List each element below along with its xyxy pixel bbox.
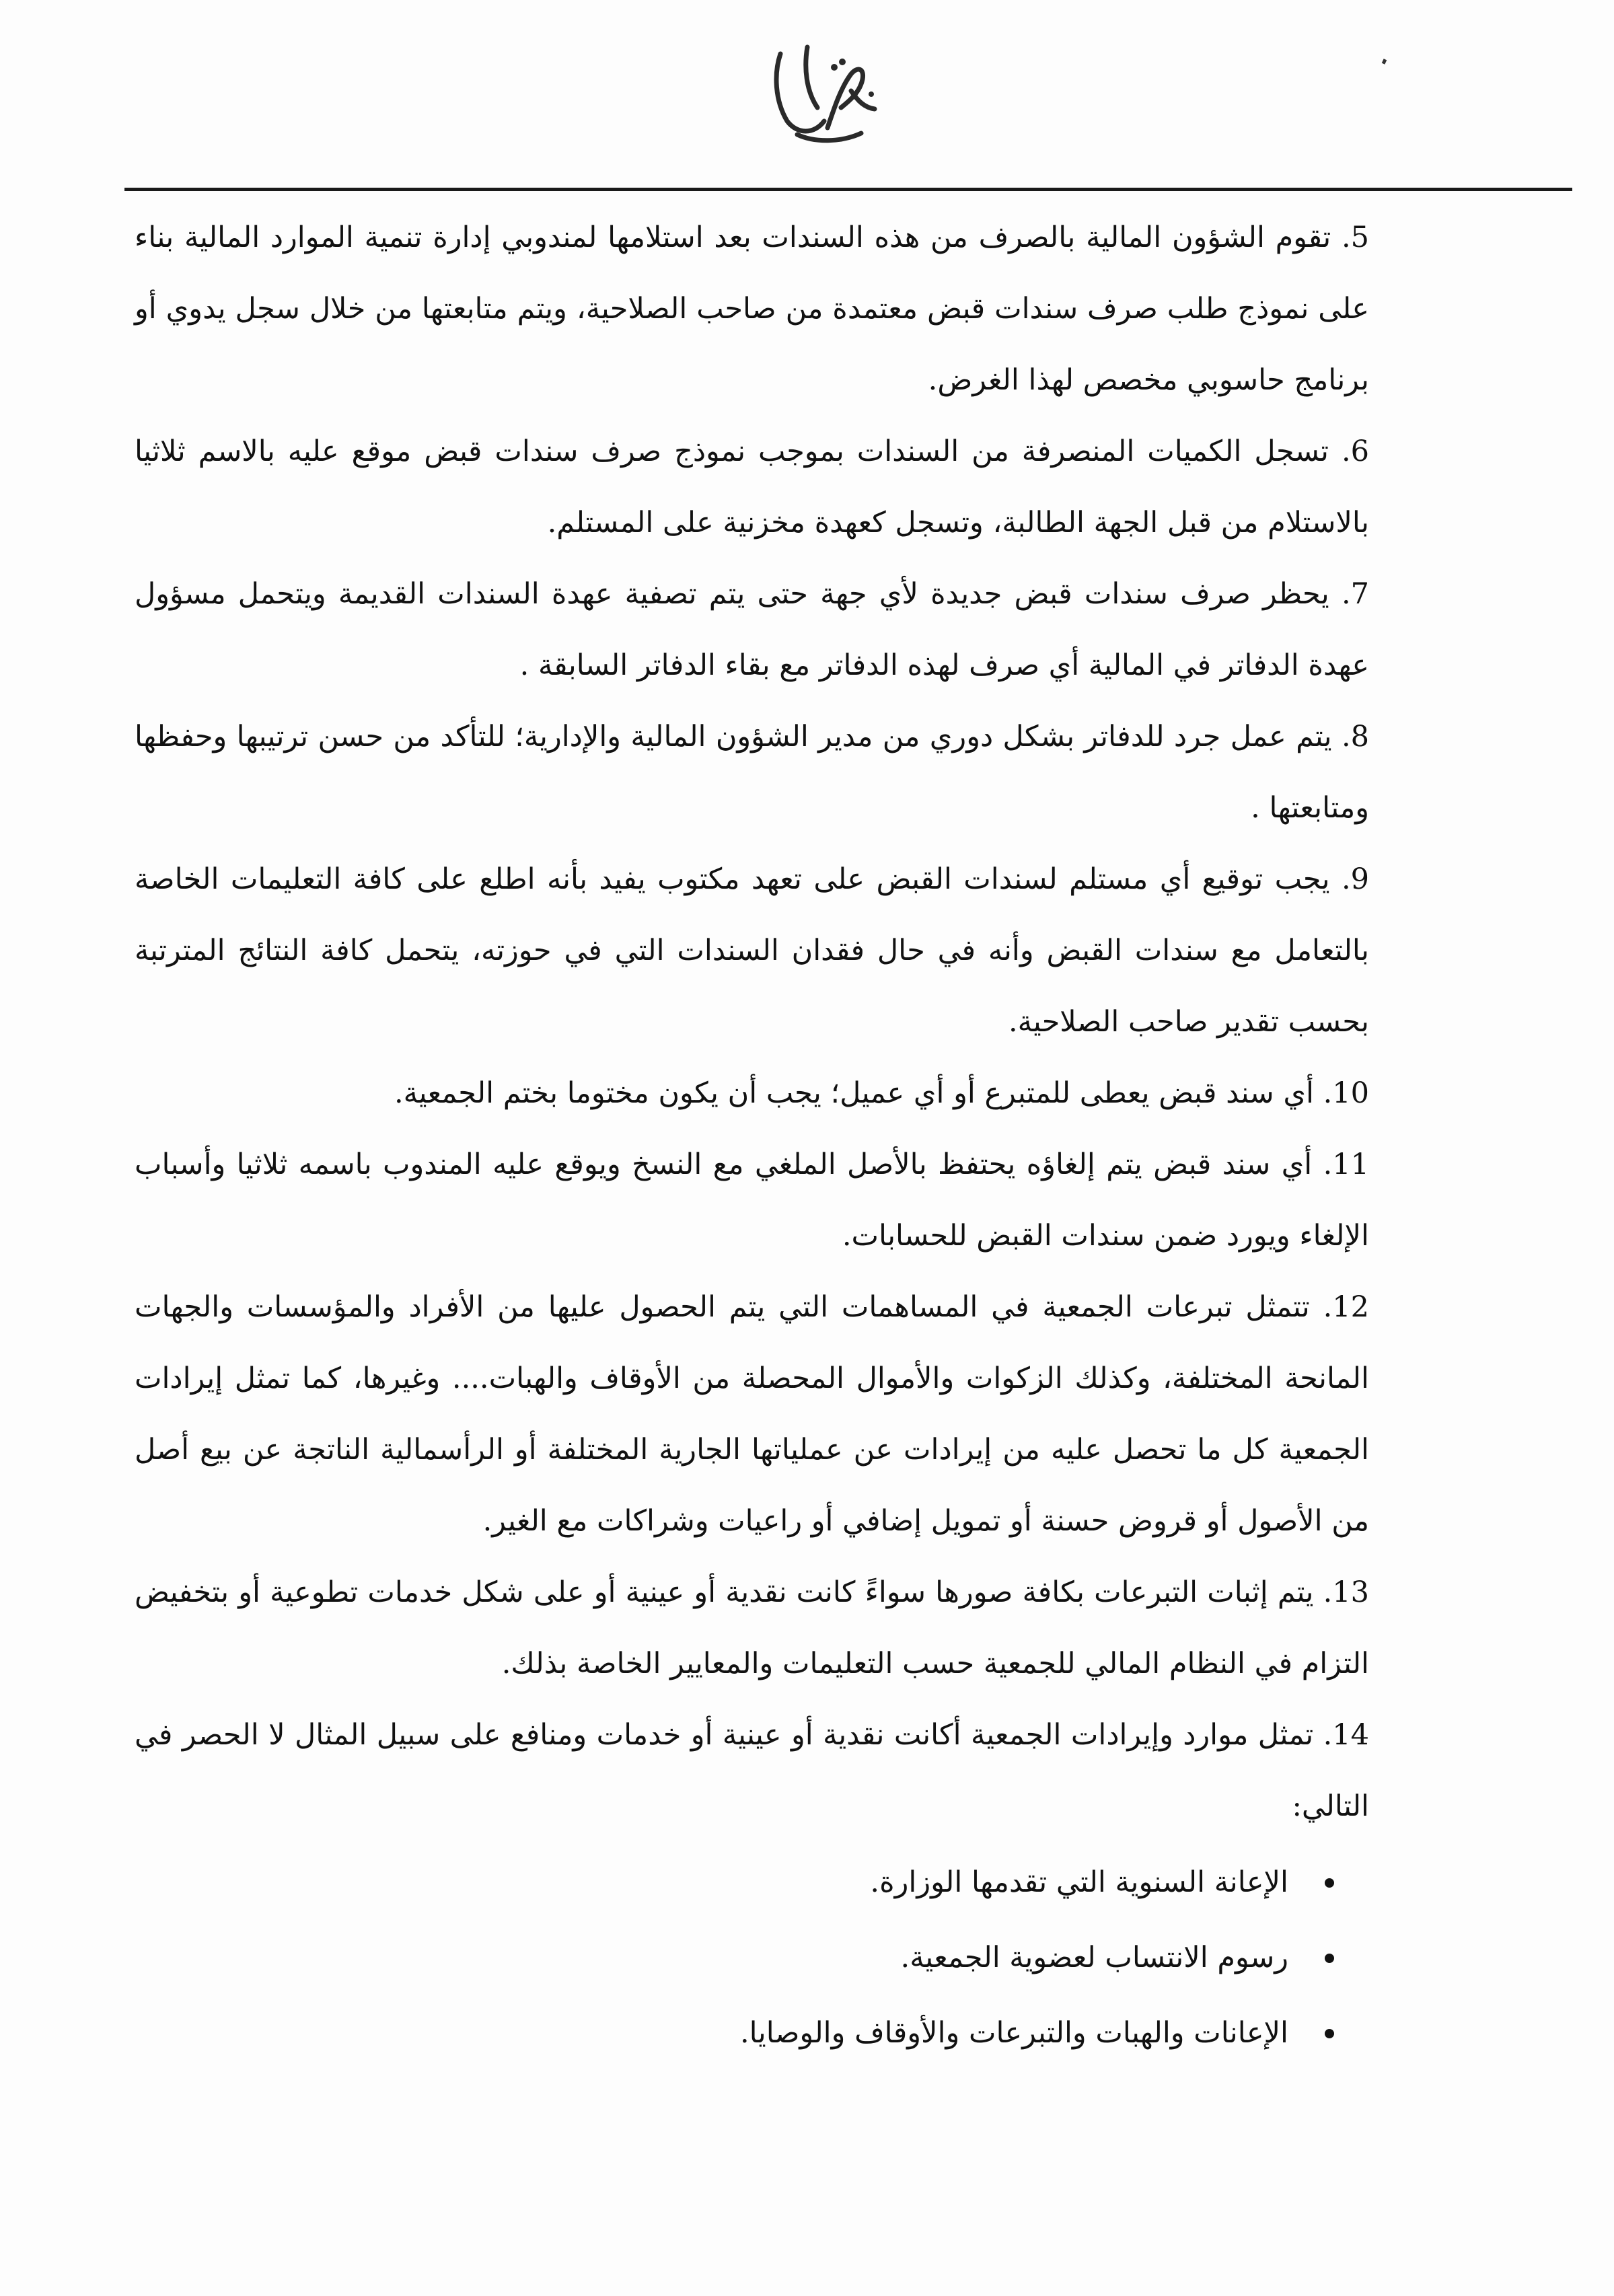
clause-text: تقوم الشؤون المالية بالصرف من هذه السندات بعد استلامها لمندوبي إدارة تنمية الموارد المالية بناء على نموذج طلب صرف سندات قبض معتمدة من صاحب الصلاحية، ويتم متابعتها من خلال سجل يدوي أو برنامج حاسوبي مخصص لهذا الغرض. <box>135 221 1369 397</box>
bullet-icon <box>1325 1954 1334 1963</box>
clause-text: يتم عمل جرد للدفاتر بشكل دوري من مدير الشؤون المالية والإدارية؛ للتأكد من حسن ترتيبها وحفظها ومتابعتها . <box>135 720 1369 825</box>
clause-text: أي سند قبض يعطى للمتبرع أو أي عميل؛ يجب أن يكون مختوما بختم الجمعية. <box>394 1076 1314 1110</box>
clause-number: 8. <box>1341 720 1369 753</box>
clause-7 <box>135 558 1369 701</box>
clause-13 <box>135 1557 1369 1699</box>
clause-14 <box>135 1699 1369 1842</box>
clause-number: 7. <box>1341 577 1369 611</box>
clause-text: أي سند قبض يتم إلغاؤه يحتفظ بالأصل الملغي مع النسخ ويوقع عليه المندوب باسمه ثلاثيا وأسباب الإلغاء ويورد ضمن سندات القبض للحسابات. <box>135 1148 1369 1253</box>
clause-text: يتم إثبات التبرعات بكافة صورها سواءً كانت نقدية أو عينية أو على شكل خدمات تطوعية أو بتخفيض التزام في النظام المالي للجمعية حسب التعليمات والمعايير الخاصة بذلك. <box>135 1576 1369 1680</box>
association-logo <box>733 27 908 182</box>
clause-text: تسجل الكميات المنصرفة من السندات بموجب نموذج صرف سندات قبض موقع عليه بالاسم ثلاثيا بالاستلام من قبل الجهة الطالبة، وتسجل كعهدة مخزنية على المستلم. <box>135 435 1369 540</box>
document-body <box>135 202 1369 2071</box>
clause-6 <box>135 416 1369 558</box>
clause-12 <box>135 1271 1369 1557</box>
list-item-text: رسوم الانتساب لعضوية الجمعية. <box>900 1941 1288 1974</box>
clause-number: 12. <box>1323 1290 1369 1324</box>
list-item <box>135 1845 1369 1920</box>
clause-5 <box>135 202 1369 416</box>
clause-9 <box>135 844 1369 1058</box>
bullet-icon <box>1325 2029 1334 2038</box>
list-item <box>135 1995 1369 2071</box>
clause-text: يحظر صرف سندات قبض جديدة لأي جهة حتى يتم تصفية عهدة السندات القديمة ويتحمل مسؤول عهدة الدفاتر في المالية أي صرف لهذه الدفاتر مع بقاء الدفاتر السابقة . <box>135 577 1369 682</box>
clause-number: 11. <box>1323 1148 1369 1181</box>
clause-number: 10. <box>1323 1076 1369 1110</box>
clause-number: 9. <box>1341 862 1369 896</box>
list-item <box>135 1920 1369 1995</box>
clause-number: 13. <box>1323 1576 1370 1609</box>
clause-text: تتمثل تبرعات الجمعية في المساهمات التي يتم الحصول عليها من الأفراد والمؤسسات والجهات المانحة المختلفة، وكذلك الزكوات والأموال المحصلة من الأوقاف والهبات.... وغيرها، كما تمثل إيرادات الجمعية كل ما تحصل عليه من إيرادات عن عملياتها الجارية المختلفة أو الرأسمالية الناتجة عن بيع أصل من الأصول أو قروض حسنة أو تمويل إضافي أو راعيات وشراكات مع الغير. <box>135 1290 1369 1538</box>
logo-icon <box>733 27 908 182</box>
scan-speck <box>1382 59 1387 64</box>
header-divider <box>124 188 1572 191</box>
list-item-text: الإعانات والهبات والتبرعات والأوقاف والوصايا. <box>740 2016 1288 2050</box>
clause-number: 14. <box>1323 1718 1369 1752</box>
clause-10 <box>135 1058 1369 1129</box>
clause-number: 6. <box>1341 435 1369 468</box>
bullet-icon <box>1325 1878 1334 1888</box>
clause-text: تمثل موارد وإيرادات الجمعية أكانت نقدية أو عينية أو خدمات ومنافع على سبيل المثال لا الحصر في التالي: <box>135 1718 1369 1823</box>
clause-8 <box>135 701 1369 844</box>
clause-11 <box>135 1129 1369 1271</box>
clause-text: يجب توقيع أي مستلم لسندات القبض على تعهد مكتوب يفيد بأنه اطلع على كافة التعليمات الخاصة بالتعامل مع سندات القبض وأنه في حال فقدان السندات التي في حوزته، يتحمل كافة النتائج المترتبة بحسب تقدير صاحب الصلاحية. <box>135 862 1369 1039</box>
resources-list <box>135 1845 1369 2071</box>
clause-number: 5. <box>1341 221 1370 254</box>
list-item-text: الإعانة السنوية التي تقدمها الوزارة. <box>870 1865 1288 1899</box>
